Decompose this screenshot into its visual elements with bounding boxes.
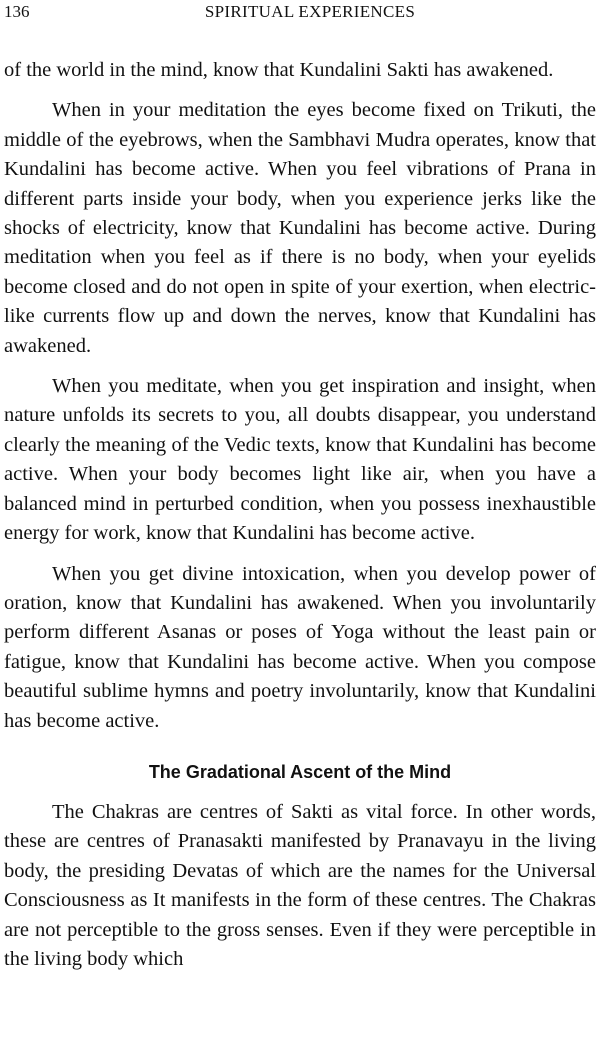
page-number: 136 (4, 2, 30, 21)
paragraph-trikuti: When in your meditation the eyes become fixed on Trikuti, the middle of the eyebrows, when the Sambhavi Mudra operates, know that Kundalini has become active. When you feel vibrations of Prana in different parts inside your body, when you experience jerks like the shocks of electricity, know that Kundalini has become active. During meditation when you feel as if there is no body, when your eyelids become closed and do not open in spite of your exertion, when electric-like currents flow up and down the nerves, know that Kundalini has awakened. (4, 99, 596, 357)
body-text (4, 56, 596, 974)
running-head (4, 0, 596, 30)
paragraph-continuation: of the world in the mind, know that Kundalini Sakti has awakened. (4, 59, 554, 81)
paragraph-inspiration: When you meditate, when you get inspiration and insight, when nature unfolds its secrets to you, all doubts disappear, you understand clearly the meaning of the Vedic texts, know that Kundalini has become active. When your body becomes light like air, when you have a balanced mind in perturbed condition, when you possess inexhaustible energy for work, know that Kundalini has become active. (4, 375, 596, 545)
paragraph-chakras: The Chakras are centres of Sakti as vital force. In other words, these are centres of Pranasakti manifested by Pranavayu in the living body, the presiding Devatas of which are the names for the Universal Consciousness as It manifests in the form of these centres. The Chakras are not perceptible to the gross senses. Even if they were perceptible in the living body which (4, 800, 596, 970)
running-title: SPIRITUAL EXPERIENCES (204, 2, 416, 21)
section-heading: The Gradational Ascent of the Mind (148, 761, 452, 782)
paragraph-intoxication: When you get divine intoxication, when you develop power of oration, know that Kundalini has awakened. When you involuntarily perform different Asanas or poses of Yoga without the least pain or fatigue, know that Kundalini has become active. When you compose beautiful sublime hymns and poetry involuntarily, know that Kundalini has become active. (4, 562, 596, 732)
